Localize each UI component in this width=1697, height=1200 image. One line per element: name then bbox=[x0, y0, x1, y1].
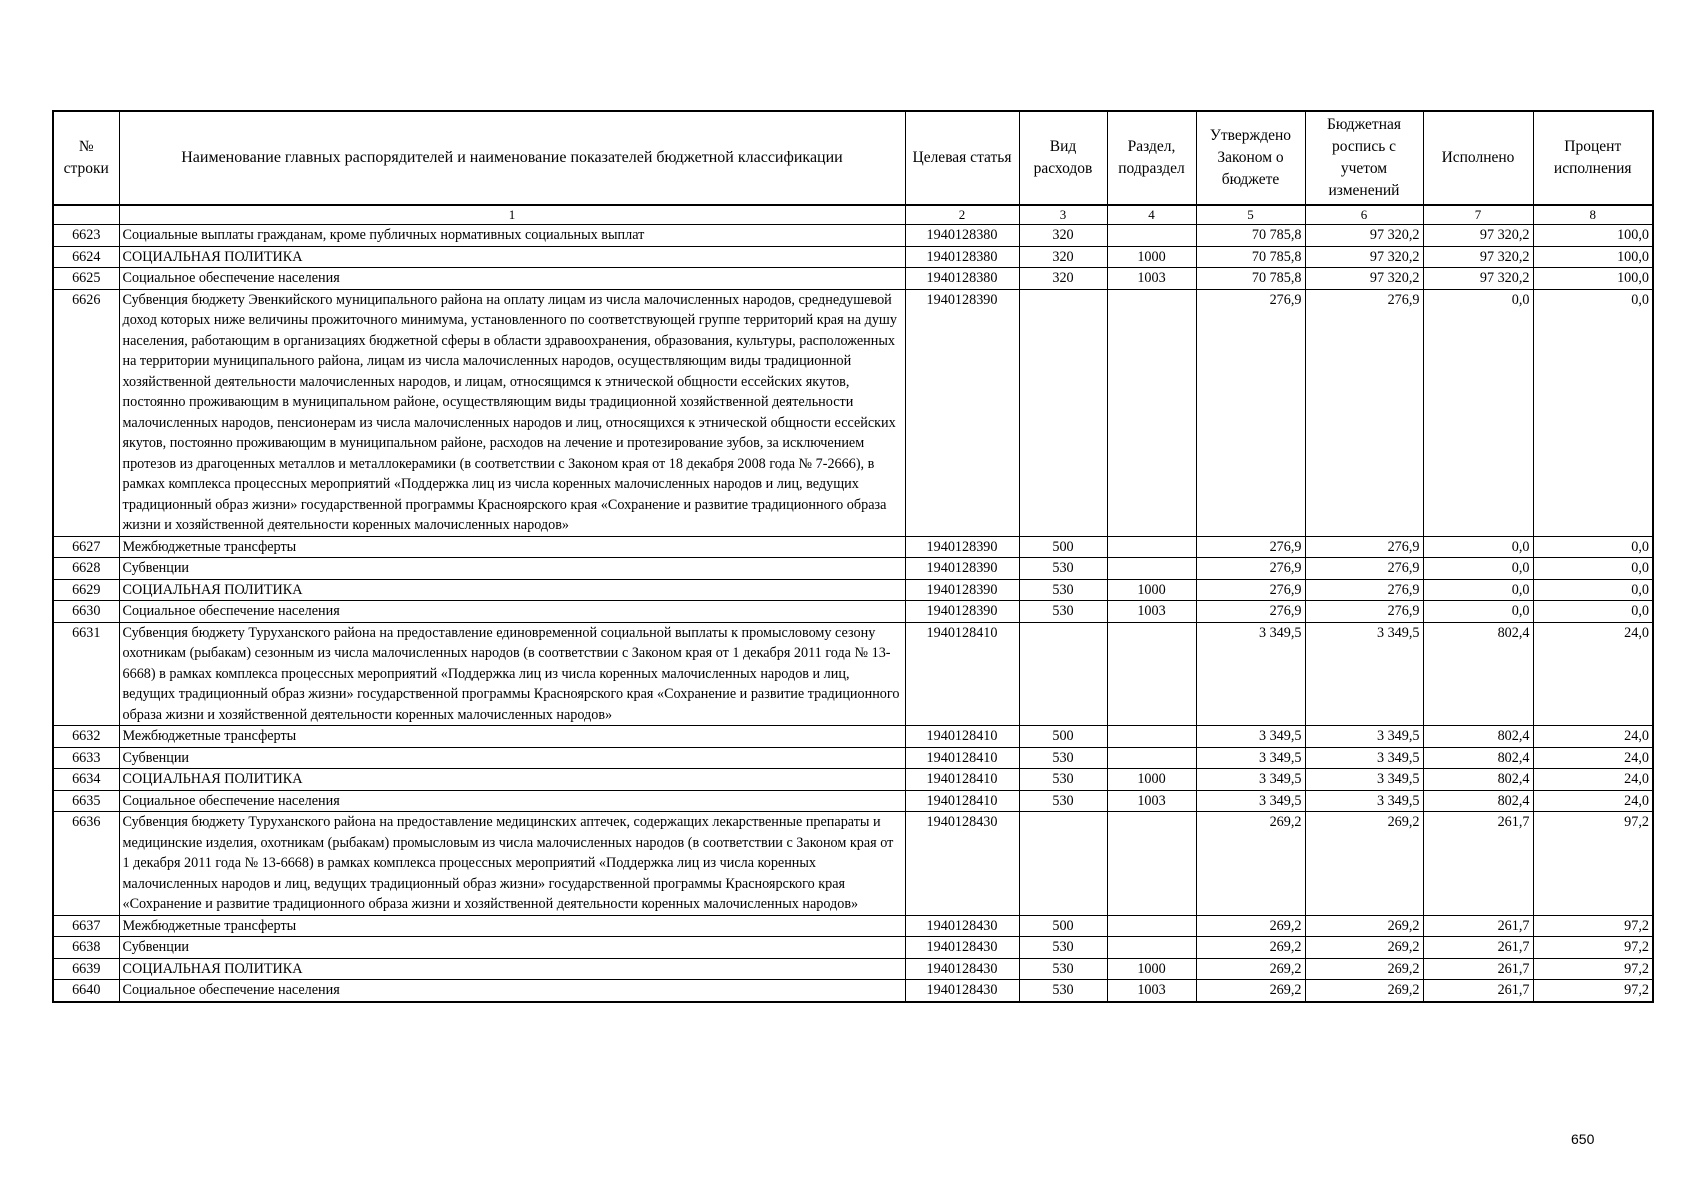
row-name: Субвенции bbox=[119, 558, 905, 580]
row-number: 6629 bbox=[53, 579, 119, 601]
row-percent: 97,2 bbox=[1533, 812, 1653, 916]
table-row bbox=[53, 536, 1653, 558]
header-name: Наименование главных распорядителей и наименование показателей бюджетной классификации bbox=[119, 111, 905, 205]
table-row bbox=[53, 747, 1653, 769]
row-section bbox=[1107, 726, 1196, 748]
row-number: 6639 bbox=[53, 958, 119, 980]
row-revised: 3 349,5 bbox=[1305, 769, 1423, 791]
row-percent: 100,0 bbox=[1533, 268, 1653, 290]
row-approved: 276,9 bbox=[1196, 289, 1305, 536]
row-target-article: 1940128380 bbox=[905, 246, 1019, 268]
row-expense-type: 320 bbox=[1019, 268, 1107, 290]
row-percent: 0,0 bbox=[1533, 289, 1653, 536]
row-number: 6638 bbox=[53, 937, 119, 959]
row-approved: 269,2 bbox=[1196, 980, 1305, 1002]
row-name: Субвенции bbox=[119, 937, 905, 959]
row-target-article: 1940128430 bbox=[905, 980, 1019, 1002]
row-revised: 97 320,2 bbox=[1305, 246, 1423, 268]
row-executed: 97 320,2 bbox=[1423, 268, 1533, 290]
table-row bbox=[53, 246, 1653, 268]
row-approved: 276,9 bbox=[1196, 536, 1305, 558]
row-executed: 802,4 bbox=[1423, 747, 1533, 769]
row-executed: 802,4 bbox=[1423, 790, 1533, 812]
row-target-article: 1940128390 bbox=[905, 579, 1019, 601]
table-row bbox=[53, 812, 1653, 916]
row-executed: 0,0 bbox=[1423, 601, 1533, 623]
table-row bbox=[53, 958, 1653, 980]
column-number: 2 bbox=[905, 205, 1019, 225]
row-revised: 276,9 bbox=[1305, 579, 1423, 601]
row-number: 6637 bbox=[53, 915, 119, 937]
page-number: 650 bbox=[1571, 1131, 1595, 1147]
row-number: 6628 bbox=[53, 558, 119, 580]
column-number: 4 bbox=[1107, 205, 1196, 225]
header-row bbox=[53, 111, 1653, 205]
row-revised: 276,9 bbox=[1305, 601, 1423, 623]
row-percent: 24,0 bbox=[1533, 769, 1653, 791]
row-number: 6627 bbox=[53, 536, 119, 558]
row-percent: 0,0 bbox=[1533, 579, 1653, 601]
row-expense-type bbox=[1019, 812, 1107, 916]
header-percent: Процент исполнения bbox=[1533, 111, 1653, 205]
row-target-article: 1940128430 bbox=[905, 915, 1019, 937]
row-section: 1000 bbox=[1107, 579, 1196, 601]
row-number: 6626 bbox=[53, 289, 119, 536]
row-approved: 269,2 bbox=[1196, 915, 1305, 937]
row-revised: 3 349,5 bbox=[1305, 790, 1423, 812]
row-name: Социальное обеспечение населения bbox=[119, 268, 905, 290]
row-section: 1000 bbox=[1107, 246, 1196, 268]
row-revised: 276,9 bbox=[1305, 558, 1423, 580]
row-approved: 3 349,5 bbox=[1196, 769, 1305, 791]
table-row bbox=[53, 790, 1653, 812]
row-number: 6640 bbox=[53, 980, 119, 1002]
row-target-article: 1940128390 bbox=[905, 558, 1019, 580]
row-executed: 97 320,2 bbox=[1423, 225, 1533, 247]
row-approved: 269,2 bbox=[1196, 812, 1305, 916]
row-name: Субвенция бюджету Туруханского района на предоставление единовременной социальной выплаты к промысловому сезону охотникам (рыбакам) сезонным из числа малочисленных народов (в соответствии с Законом края от 1 декабря 2011 года № 13-6668) в рамках комплекса процессных мероприятий «Поддержка лиц из числа коренных малочисленных народов и лиц, ведущих традиционный образ жизни» государственной программы Красноярского края «Сохранение и развитие традиционного образа жизни и хозяйственной деятельности коренных малочисленных народов» bbox=[119, 622, 905, 726]
row-expense-type: 320 bbox=[1019, 225, 1107, 247]
column-number: 7 bbox=[1423, 205, 1533, 225]
row-revised: 97 320,2 bbox=[1305, 268, 1423, 290]
row-revised: 269,2 bbox=[1305, 980, 1423, 1002]
row-number: 6631 bbox=[53, 622, 119, 726]
row-section bbox=[1107, 747, 1196, 769]
row-percent: 100,0 bbox=[1533, 246, 1653, 268]
row-executed: 261,7 bbox=[1423, 937, 1533, 959]
table-row bbox=[53, 769, 1653, 791]
row-name: Субвенция бюджету Туруханского района на предоставление медицинских аптечек, содержащих лекарственные препараты и медицинские изделия, охотникам (рыбакам) промысловым из числа малочисленных народов (в соответствии с Законом края от 1 декабря 2011 года № 13-6668) в рамках комплекса процессных мероприятий «Поддержка лиц из числа коренных малочисленных народов и лиц, ведущих традиционный образ жизни» государственной программы Красноярского края «Сохранение и развитие традиционного образа жизни и хозяйственной деятельности коренных малочисленных народов» bbox=[119, 812, 905, 916]
row-expense-type: 530 bbox=[1019, 579, 1107, 601]
row-name: Субвенции bbox=[119, 747, 905, 769]
row-number: 6636 bbox=[53, 812, 119, 916]
row-executed: 802,4 bbox=[1423, 769, 1533, 791]
row-number: 6630 bbox=[53, 601, 119, 623]
row-percent: 24,0 bbox=[1533, 726, 1653, 748]
row-revised: 3 349,5 bbox=[1305, 726, 1423, 748]
row-expense-type: 500 bbox=[1019, 915, 1107, 937]
row-approved: 70 785,8 bbox=[1196, 246, 1305, 268]
row-revised: 269,2 bbox=[1305, 937, 1423, 959]
row-expense-type: 530 bbox=[1019, 980, 1107, 1002]
row-name: Межбюджетные трансферты bbox=[119, 726, 905, 748]
row-number: 6624 bbox=[53, 246, 119, 268]
row-target-article: 1940128390 bbox=[905, 536, 1019, 558]
row-approved: 70 785,8 bbox=[1196, 268, 1305, 290]
row-percent: 24,0 bbox=[1533, 790, 1653, 812]
row-executed: 97 320,2 bbox=[1423, 246, 1533, 268]
row-revised: 276,9 bbox=[1305, 289, 1423, 536]
row-expense-type: 530 bbox=[1019, 558, 1107, 580]
row-approved: 70 785,8 bbox=[1196, 225, 1305, 247]
column-number: 8 bbox=[1533, 205, 1653, 225]
row-approved: 269,2 bbox=[1196, 958, 1305, 980]
header-section: Раздел, подраздел bbox=[1107, 111, 1196, 205]
row-executed: 802,4 bbox=[1423, 726, 1533, 748]
row-percent: 100,0 bbox=[1533, 225, 1653, 247]
row-section bbox=[1107, 812, 1196, 916]
row-name: Социальное обеспечение населения bbox=[119, 980, 905, 1002]
table-row bbox=[53, 558, 1653, 580]
row-name: Социальные выплаты гражданам, кроме публичных нормативных социальных выплат bbox=[119, 225, 905, 247]
row-approved: 3 349,5 bbox=[1196, 747, 1305, 769]
row-expense-type: 530 bbox=[1019, 958, 1107, 980]
row-section: 1003 bbox=[1107, 601, 1196, 623]
row-name: Субвенция бюджету Эвенкийского муниципального района на оплату лицам из числа малочисленных народов, среднедушевой доход которых ниже величины прожиточного минимума, установленного по соответствующей группе территорий края на душу населения, работающим в организациях бюджетной сферы в области здравоохранения, образования, культуры, расположенных на территории муниципального района, лицам из числа малочисленных народов, осуществляющим виды традиционной хозяйственной деятельности малочисленных народов, и лицам, относящимся к этнической общности ессейских якутов, постоянно проживающим в муниципальном районе, осуществляющим виды традиционной хозяйственной деятельности малочисленных народов, пенсионерам из числа малочисленных народов и лиц, относящихся к этнической общности ессейских якутов, постоянно проживающим в муниципальном районе, расходов на лечение и протезирование зубов, за исключением протезов из драгоценных металлов и металлокерамики (в соответствии с Законом края от 18 декабря 2008 года № 7-2666), в рамках комплекса процессных мероприятий «Поддержка лиц из числа коренных малочисленных народов и лиц, ведущих традиционный образ жизни» государственной программы Красноярского края «Сохранение и развитие традиционного образа жизни и хозяйственной деятельности коренных малочисленных народов» bbox=[119, 289, 905, 536]
row-percent: 0,0 bbox=[1533, 601, 1653, 623]
row-target-article: 1940128430 bbox=[905, 958, 1019, 980]
table-row bbox=[53, 726, 1653, 748]
header-target-article: Целевая статья bbox=[905, 111, 1019, 205]
row-target-article: 1940128410 bbox=[905, 747, 1019, 769]
row-percent: 24,0 bbox=[1533, 622, 1653, 726]
row-expense-type: 530 bbox=[1019, 747, 1107, 769]
table-row bbox=[53, 268, 1653, 290]
row-number: 6625 bbox=[53, 268, 119, 290]
row-number: 6623 bbox=[53, 225, 119, 247]
row-revised: 269,2 bbox=[1305, 812, 1423, 916]
row-revised: 3 349,5 bbox=[1305, 747, 1423, 769]
row-executed: 0,0 bbox=[1423, 289, 1533, 536]
row-expense-type: 530 bbox=[1019, 769, 1107, 791]
table-row bbox=[53, 937, 1653, 959]
row-approved: 3 349,5 bbox=[1196, 790, 1305, 812]
row-revised: 3 349,5 bbox=[1305, 622, 1423, 726]
row-approved: 276,9 bbox=[1196, 601, 1305, 623]
row-target-article: 1940128380 bbox=[905, 225, 1019, 247]
row-target-article: 1940128380 bbox=[905, 268, 1019, 290]
column-number: 3 bbox=[1019, 205, 1107, 225]
row-section: 1000 bbox=[1107, 769, 1196, 791]
column-number: 1 bbox=[119, 205, 905, 225]
row-section: 1003 bbox=[1107, 790, 1196, 812]
row-target-article: 1940128410 bbox=[905, 769, 1019, 791]
row-executed: 0,0 bbox=[1423, 558, 1533, 580]
row-section bbox=[1107, 937, 1196, 959]
row-percent: 97,2 bbox=[1533, 915, 1653, 937]
row-number: 6632 bbox=[53, 726, 119, 748]
row-section bbox=[1107, 225, 1196, 247]
header-expense-type: Вид расходов bbox=[1019, 111, 1107, 205]
row-target-article: 1940128410 bbox=[905, 790, 1019, 812]
row-name: СОЦИАЛЬНАЯ ПОЛИТИКА bbox=[119, 769, 905, 791]
header-revised: Бюджетная роспись с учетом изменений bbox=[1305, 111, 1423, 205]
document-page bbox=[52, 110, 1652, 1003]
table-row bbox=[53, 915, 1653, 937]
table-row bbox=[53, 980, 1653, 1002]
row-percent: 0,0 bbox=[1533, 536, 1653, 558]
row-number: 6633 bbox=[53, 747, 119, 769]
row-percent: 97,2 bbox=[1533, 958, 1653, 980]
row-number: 6635 bbox=[53, 790, 119, 812]
budget-execution-table bbox=[52, 110, 1654, 1003]
table-row bbox=[53, 622, 1653, 726]
row-name: Межбюджетные трансферты bbox=[119, 915, 905, 937]
row-approved: 276,9 bbox=[1196, 579, 1305, 601]
row-section bbox=[1107, 289, 1196, 536]
row-target-article: 1940128390 bbox=[905, 289, 1019, 536]
row-section bbox=[1107, 915, 1196, 937]
row-executed: 261,7 bbox=[1423, 980, 1533, 1002]
column-number: 5 bbox=[1196, 205, 1305, 225]
row-target-article: 1940128430 bbox=[905, 812, 1019, 916]
row-executed: 802,4 bbox=[1423, 622, 1533, 726]
row-target-article: 1940128410 bbox=[905, 622, 1019, 726]
row-target-article: 1940128390 bbox=[905, 601, 1019, 623]
row-percent: 0,0 bbox=[1533, 558, 1653, 580]
row-executed: 0,0 bbox=[1423, 536, 1533, 558]
row-expense-type: 320 bbox=[1019, 246, 1107, 268]
table-row bbox=[53, 225, 1653, 247]
row-executed: 261,7 bbox=[1423, 958, 1533, 980]
row-name: Межбюджетные трансферты bbox=[119, 536, 905, 558]
row-executed: 0,0 bbox=[1423, 579, 1533, 601]
header-approved: Утверждено Законом о бюджете bbox=[1196, 111, 1305, 205]
row-approved: 3 349,5 bbox=[1196, 726, 1305, 748]
row-expense-type: 530 bbox=[1019, 601, 1107, 623]
row-section bbox=[1107, 536, 1196, 558]
row-expense-type bbox=[1019, 622, 1107, 726]
row-section bbox=[1107, 622, 1196, 726]
row-section: 1003 bbox=[1107, 980, 1196, 1002]
row-executed: 261,7 bbox=[1423, 915, 1533, 937]
row-percent: 24,0 bbox=[1533, 747, 1653, 769]
row-target-article: 1940128430 bbox=[905, 937, 1019, 959]
header-executed: Исполнено bbox=[1423, 111, 1533, 205]
row-target-article: 1940128410 bbox=[905, 726, 1019, 748]
row-approved: 3 349,5 bbox=[1196, 622, 1305, 726]
row-expense-type: 500 bbox=[1019, 536, 1107, 558]
row-expense-type: 530 bbox=[1019, 937, 1107, 959]
row-executed: 261,7 bbox=[1423, 812, 1533, 916]
row-revised: 97 320,2 bbox=[1305, 225, 1423, 247]
row-expense-type: 500 bbox=[1019, 726, 1107, 748]
row-approved: 269,2 bbox=[1196, 937, 1305, 959]
table-row bbox=[53, 579, 1653, 601]
row-approved: 276,9 bbox=[1196, 558, 1305, 580]
row-section bbox=[1107, 558, 1196, 580]
table-row bbox=[53, 601, 1653, 623]
row-revised: 269,2 bbox=[1305, 958, 1423, 980]
row-name: СОЦИАЛЬНАЯ ПОЛИТИКА bbox=[119, 958, 905, 980]
header-row-no: № строки bbox=[53, 111, 119, 205]
row-section: 1000 bbox=[1107, 958, 1196, 980]
table-row bbox=[53, 289, 1653, 536]
row-section: 1003 bbox=[1107, 268, 1196, 290]
row-name: СОЦИАЛЬНАЯ ПОЛИТИКА bbox=[119, 579, 905, 601]
column-number-row bbox=[53, 205, 1653, 225]
row-expense-type: 530 bbox=[1019, 790, 1107, 812]
column-number: 6 bbox=[1305, 205, 1423, 225]
row-percent: 97,2 bbox=[1533, 937, 1653, 959]
row-expense-type bbox=[1019, 289, 1107, 536]
row-name: Социальное обеспечение населения bbox=[119, 601, 905, 623]
column-number-blank bbox=[53, 205, 119, 225]
row-name: Социальное обеспечение населения bbox=[119, 790, 905, 812]
row-revised: 276,9 bbox=[1305, 536, 1423, 558]
row-number: 6634 bbox=[53, 769, 119, 791]
row-revised: 269,2 bbox=[1305, 915, 1423, 937]
table-body bbox=[53, 225, 1653, 1002]
row-name: СОЦИАЛЬНАЯ ПОЛИТИКА bbox=[119, 246, 905, 268]
row-percent: 97,2 bbox=[1533, 980, 1653, 1002]
